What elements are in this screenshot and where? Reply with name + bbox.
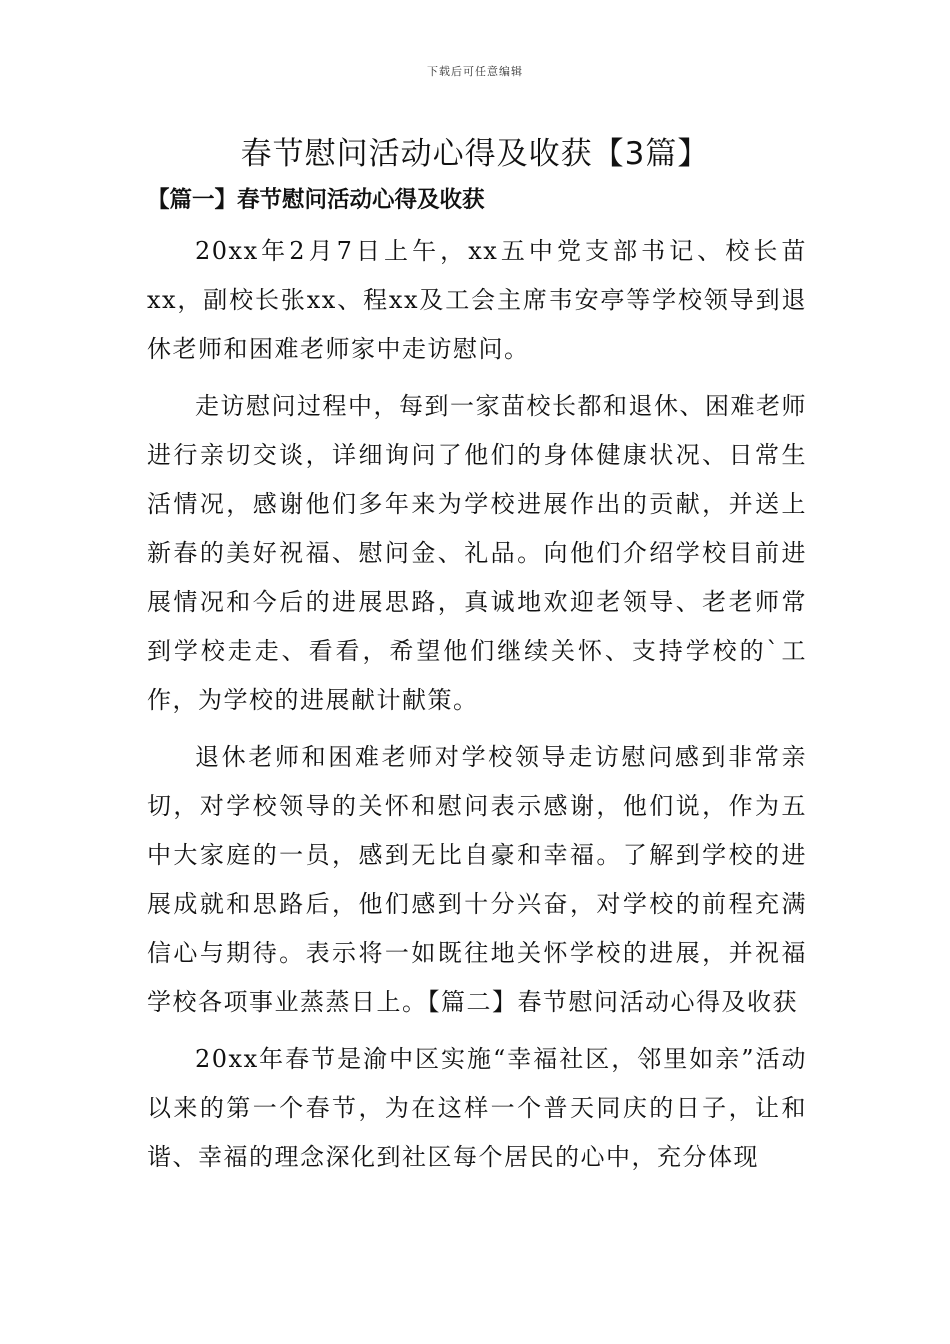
document-title: 春节慰问活动心得及收获【3篇】 xyxy=(240,136,710,172)
header-note: 下载后可任意编辑 xyxy=(427,65,523,78)
paragraph: 20xx年春节是渝中区实施“幸福社区，邻里如亲”活动以来的第一个春节，为在这样一个普天同庆的日子，让和谐、幸福的理念深化到社区每个居民的心中，充分体现 xyxy=(147,1045,807,1171)
section-heading: 【篇一】春节慰问活动心得及收获 xyxy=(147,187,485,213)
body-text xyxy=(147,227,807,1190)
paragraph: 走访慰问过程中，每到一家苗校长都和退休、困难老师进行亲切交谈，详细询问了他们的身体健康状况、日常生活情况，感谢他们多年来为学校进展作出的贡献，并送上新春的美好祝福、慰问金、礼品。向他们介绍学校目前进展情况和今后的进展思路，真诚地欢迎老领导、老老师常到学校走走、看看，希望他们继续关怀、支持学校的`工作，为学校的进展献计献策。 xyxy=(147,392,807,714)
paragraph: 20xx年2月7日上午，xx五中党支部书记、校长苗xx，副校长张xx、程xx及工会主席韦安亭等学校领导到退休老师和困难老师家中走访慰问。 xyxy=(147,237,807,363)
paragraph: 退休老师和困难老师对学校领导走访慰问感到非常亲切，对学校领导的关怀和慰问表示感谢，他们说，作为五中大家庭的一员，感到无比自豪和幸福。了解到学校的进展成就和思路后，他们感到十分兴奋，对学校的前程充满信心与期待。表示将一如既往地关怀学校的进展，并祝福学校各项事业蒸蒸日上。【篇二】春节慰问活动心得及收获 xyxy=(147,743,807,1016)
